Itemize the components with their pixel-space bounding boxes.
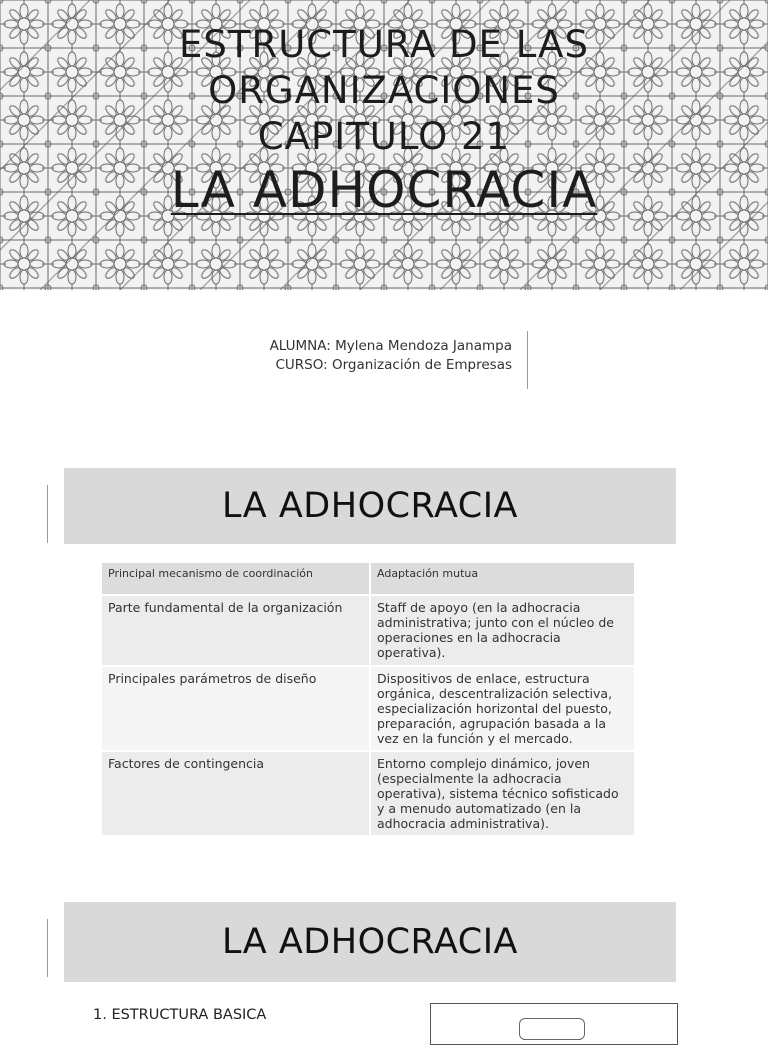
slide-marker: [47, 919, 48, 977]
table-cell: Parte fundamental de la organización: [102, 595, 370, 666]
title-block: [0, 22, 768, 220]
title-banner: [0, 0, 768, 290]
table-cell: Staff de apoyo (en la adhocracia administrativa; junto con el núcleo de operaciones en la adhocracia operativa).: [370, 595, 635, 666]
title-line-3: CAPITULO 21: [257, 115, 511, 158]
table-row: [102, 666, 635, 751]
slide-marker: [47, 485, 48, 543]
table-cell: Factores de contingencia: [102, 751, 370, 836]
title-line-2: ORGANIZACIONES: [208, 69, 560, 112]
table-cell: Principal mecanismo de coordinación: [102, 563, 370, 595]
table-cell: Entorno complejo dinámico, joven (especialmente la adhocracia operativa), sistema técnico sofisticado y a menudo automatizado (en la adhocracia administrativa).: [370, 751, 635, 836]
table-cell: Principales parámetros de diseño: [102, 666, 370, 751]
diagram-shape: [519, 1018, 585, 1040]
table-row: [102, 751, 635, 836]
table-row: [102, 595, 635, 666]
slide-heading: LA ADHOCRACIA: [64, 902, 676, 982]
adhocracia-table: [102, 563, 636, 837]
main-title: LA ADHOCRACIA: [170, 161, 598, 219]
title-line-1: ESTRUCTURA DE LAS: [179, 23, 589, 66]
table-cell: Adaptación mutua: [370, 563, 635, 595]
diagram-image: [430, 1003, 678, 1045]
course-name: CURSO: Organización de Empresas: [275, 357, 512, 373]
author-info: [230, 337, 512, 375]
divider: [527, 331, 528, 389]
student-name: ALUMNA: Mylena Mendoza Janampa: [269, 338, 512, 354]
list-item: 1. ESTRUCTURA BASICA: [93, 1007, 267, 1023]
table-cell: Dispositivos de enlace, estructura orgánica, descentralización selectiva, especialización horizontal del puesto, preparación, agrupación basada a la vez en la función y el mercado.: [370, 666, 635, 751]
slide-heading: LA ADHOCRACIA: [64, 468, 676, 544]
table-header-row: [102, 563, 635, 595]
